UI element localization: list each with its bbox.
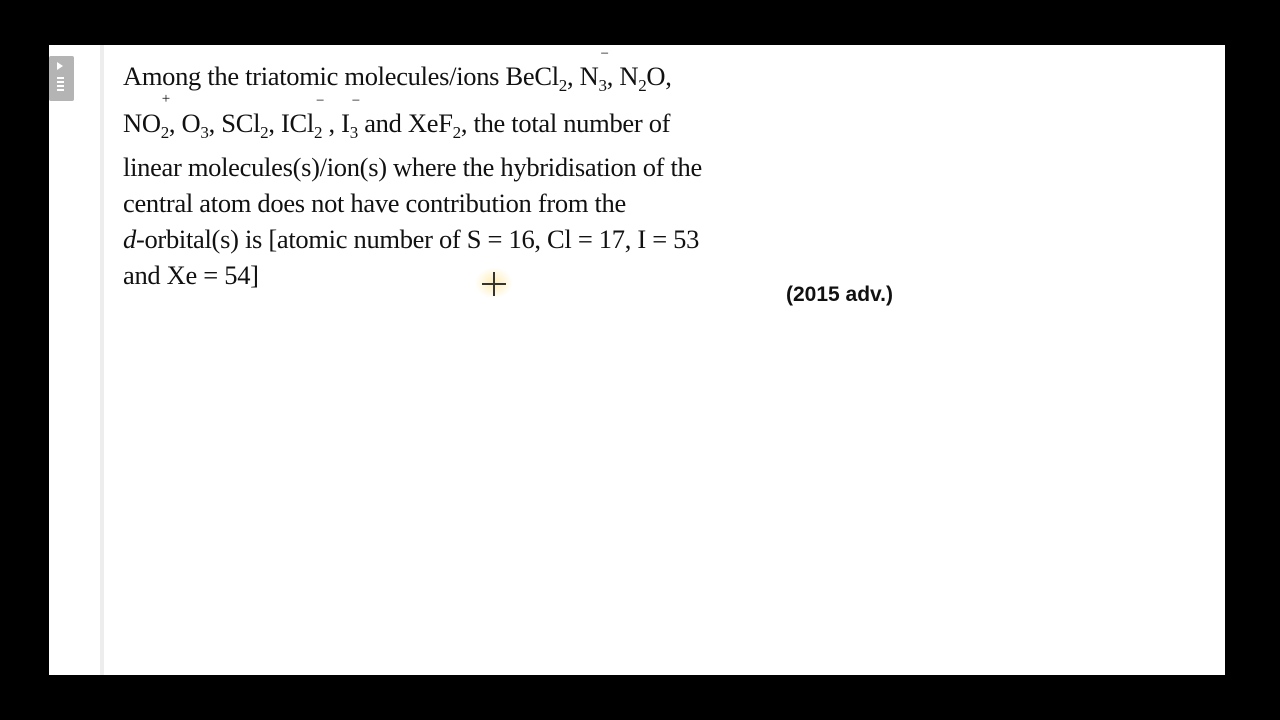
line1-prefix: Among the triatomic molecules/ions (123, 61, 506, 91)
question-line-3: linear molecules(s)/ion(s) where the hybridisation of the (123, 152, 702, 182)
document-page (49, 45, 1225, 675)
question-line-1: Among the triatomic molecules/ions BeCl$_2$, $N_3$ − , $N_2O$, (123, 46, 672, 95)
formula-scl2: SCl$_2$ (221, 108, 269, 142)
exam-source-tag: (2015 adv.) (786, 283, 893, 306)
d-orbital-letter: d (123, 224, 136, 254)
formula-becl2: BeCl$_2$ (505, 61, 567, 95)
formula-i3-anion: $I_3$ − (341, 93, 360, 142)
question-line-2: $NO_2$ + , $O_3$, SCl$_2$, ICl$_2$ − , $I_3$ − and XeF$_2$, the total number of (123, 91, 671, 142)
crosshair-cursor-icon (482, 272, 506, 296)
formula-o3: $O_3$ (181, 108, 209, 142)
side-panel-toggle-button[interactable] (49, 56, 74, 101)
formula-no2-cation: $NO_2$ + (123, 91, 170, 142)
formula-n3-anion: $N_3$ − (579, 46, 609, 95)
question-line-5 (123, 224, 699, 255)
question-line-6: and Xe = 54] (123, 260, 259, 290)
formula-icl2-anion: ICl$_2$ − (281, 93, 325, 142)
play-arrow-icon (57, 62, 63, 70)
formula-xef2: XeF$_2$ (407, 108, 461, 142)
page-gutter (100, 45, 104, 675)
question-line-4: central atom does not have contribution from the (123, 188, 626, 218)
formula-n2o: $N_2O$, (619, 61, 672, 95)
line5-rest: -orbital(s) is [atomic number of S = 16, Cl = 17, I = 53 (135, 224, 700, 254)
grip-handle-icon (57, 77, 64, 91)
